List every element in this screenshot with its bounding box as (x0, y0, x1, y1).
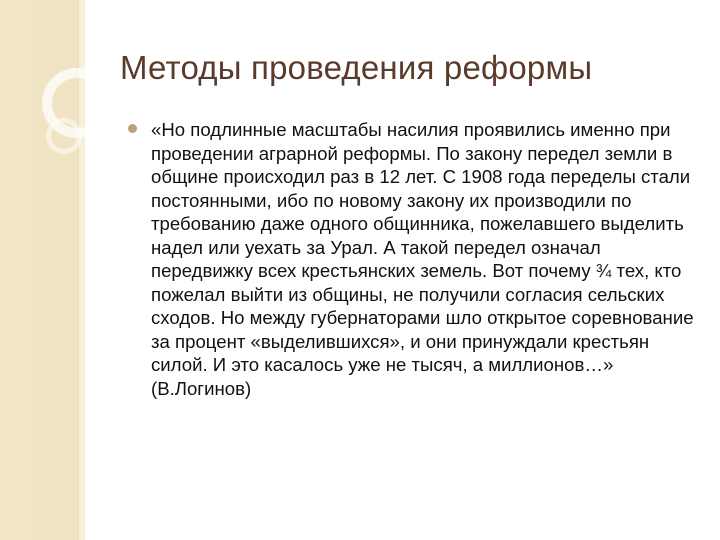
slide-content (128, 118, 700, 400)
bullet-icon (128, 124, 137, 133)
slide-title: Методы проведения реформы (120, 49, 593, 86)
decorative-ring-small (46, 118, 82, 154)
bullet-text: «Но подлинные масштабы насилия проявились именно при проведении аграрной реформы. По закону передел земли в общине происходил раз в 12 лет. С 1908 года переделы стали постоянными, ибо по новому закону их производили по требованию даже одного общинника, пожелавшего выделить надел или уехать за Урал. А такой передел означал передвижку всех крестьянских земель. Вот почему ¾ тех, кто пожелал выйти из общины, не получили согласия сельских сходов. Но между губернаторами шло открытое соревнование за процент «выделившихся», и они принуждали крестьян силой. И это касалось уже не тысяч, а миллионов…» (В.Логинов) (151, 119, 694, 399)
bullet-item (128, 118, 700, 400)
